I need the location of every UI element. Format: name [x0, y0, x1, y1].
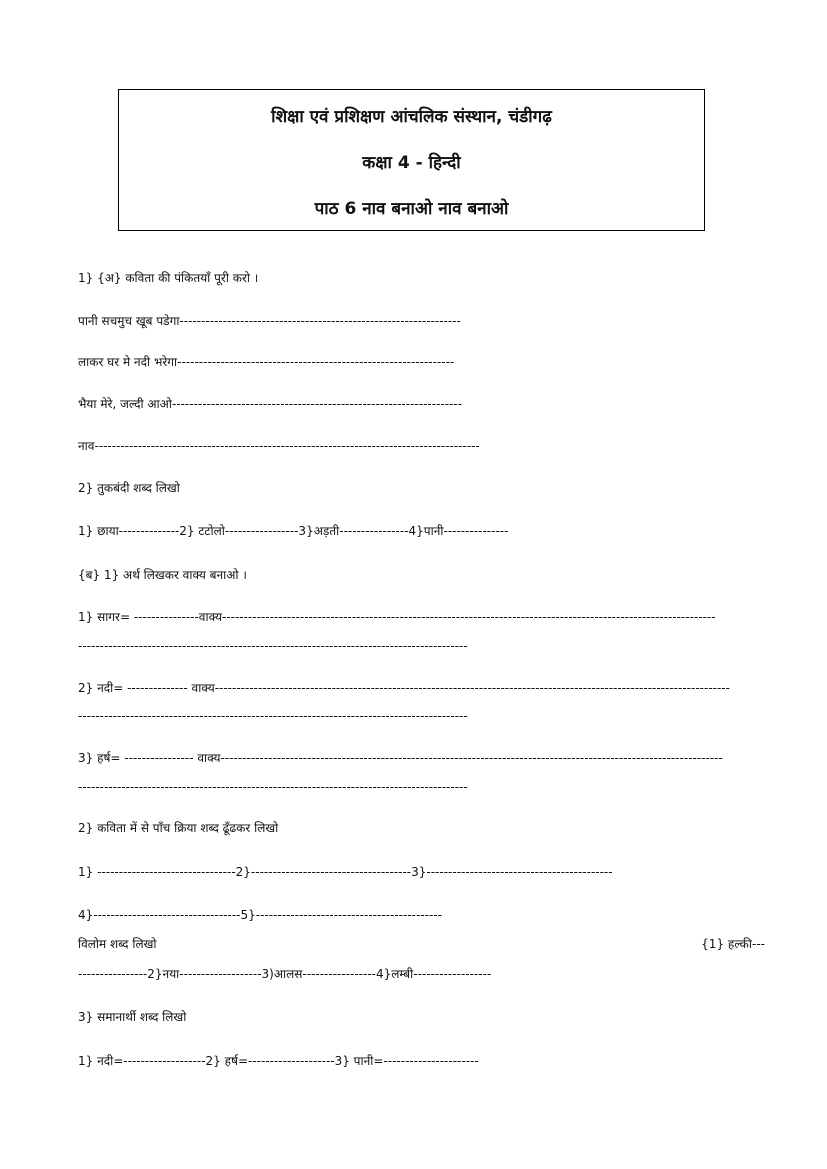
meaning-3-continuation: ------------------------------------------------------------------------------------------: [78, 780, 468, 794]
institute-title: शिक्षा एवं प्रशिक्षण आंचलिक संस्थान, चंडीगढ़: [271, 107, 552, 127]
question-1-heading: 1} {अ} कविता की पंकितयाँ पूरी करो ।: [78, 271, 259, 285]
meaning-3-line: 3} हर्ष= ---------------- वाक्य--------------------------------------------------------------------------------------------------------------------: [78, 751, 723, 765]
verbs-line-1: 1} --------------------------------2}-------------------------------------3}-------------------------------------------: [78, 865, 613, 879]
question-2-heading: 2} तुकबंदी शब्द लिखो: [78, 481, 180, 495]
meaning-1-line: 1} सागर= ---------------वाक्य------------------------------------------------------------------------------------------------------------------: [78, 610, 716, 624]
antonym-item-1: {1} हल्की---: [701, 937, 765, 951]
synonyms-line: 1} नदी=-------------------2} हर्ष=--------------------3} पानी=----------------------: [78, 1054, 479, 1068]
header-box: [118, 89, 705, 231]
synonyms-heading: 3} समानार्थी शब्द लिखो: [78, 1010, 187, 1024]
poem-line-4: नाव-----------------------------------------------------------------------------------------: [78, 439, 480, 453]
antonyms-heading: विलोम शब्द लिखो: [78, 937, 157, 951]
meaning-2-continuation: ------------------------------------------------------------------------------------------: [78, 709, 468, 723]
poem-line-3: भैया मेरे, जल्दी आओ-------------------------------------------------------------------: [78, 397, 463, 411]
lesson-title: पाठ 6 नाव बनाओ नाव बनाओ: [314, 199, 509, 219]
poem-line-2: लाकर घर मे नदी भरेगा----------------------------------------------------------------: [78, 355, 455, 369]
class-title: कक्षा 4 - हिन्दी: [362, 153, 461, 173]
verbs-line-2: 4}----------------------------------5}-------------------------------------------: [78, 908, 442, 922]
section-b-heading: {ब} 1} अर्थ लिखकर वाक्य बनाओ ।: [78, 568, 247, 582]
verbs-heading: 2} कविता में से पाँच क्रिया शब्द ढूँढकर लिखो: [78, 821, 279, 835]
meaning-2-line: 2} नदी= -------------- वाक्य-----------------------------------------------------------------------------------------------------------------------: [78, 681, 730, 695]
antonyms-line: ----------------2}नया-------------------3)आलस-----------------4}लम्बी------------------: [78, 967, 492, 981]
rhyme-words-line: 1} छाया--------------2} टटोलो-----------------3}अड़ती----------------4}पानी---------------: [78, 524, 509, 538]
poem-line-1: पानी सचमुच खूब पडेगा-----------------------------------------------------------------: [78, 314, 461, 328]
meaning-1-continuation: ------------------------------------------------------------------------------------------: [78, 639, 468, 653]
